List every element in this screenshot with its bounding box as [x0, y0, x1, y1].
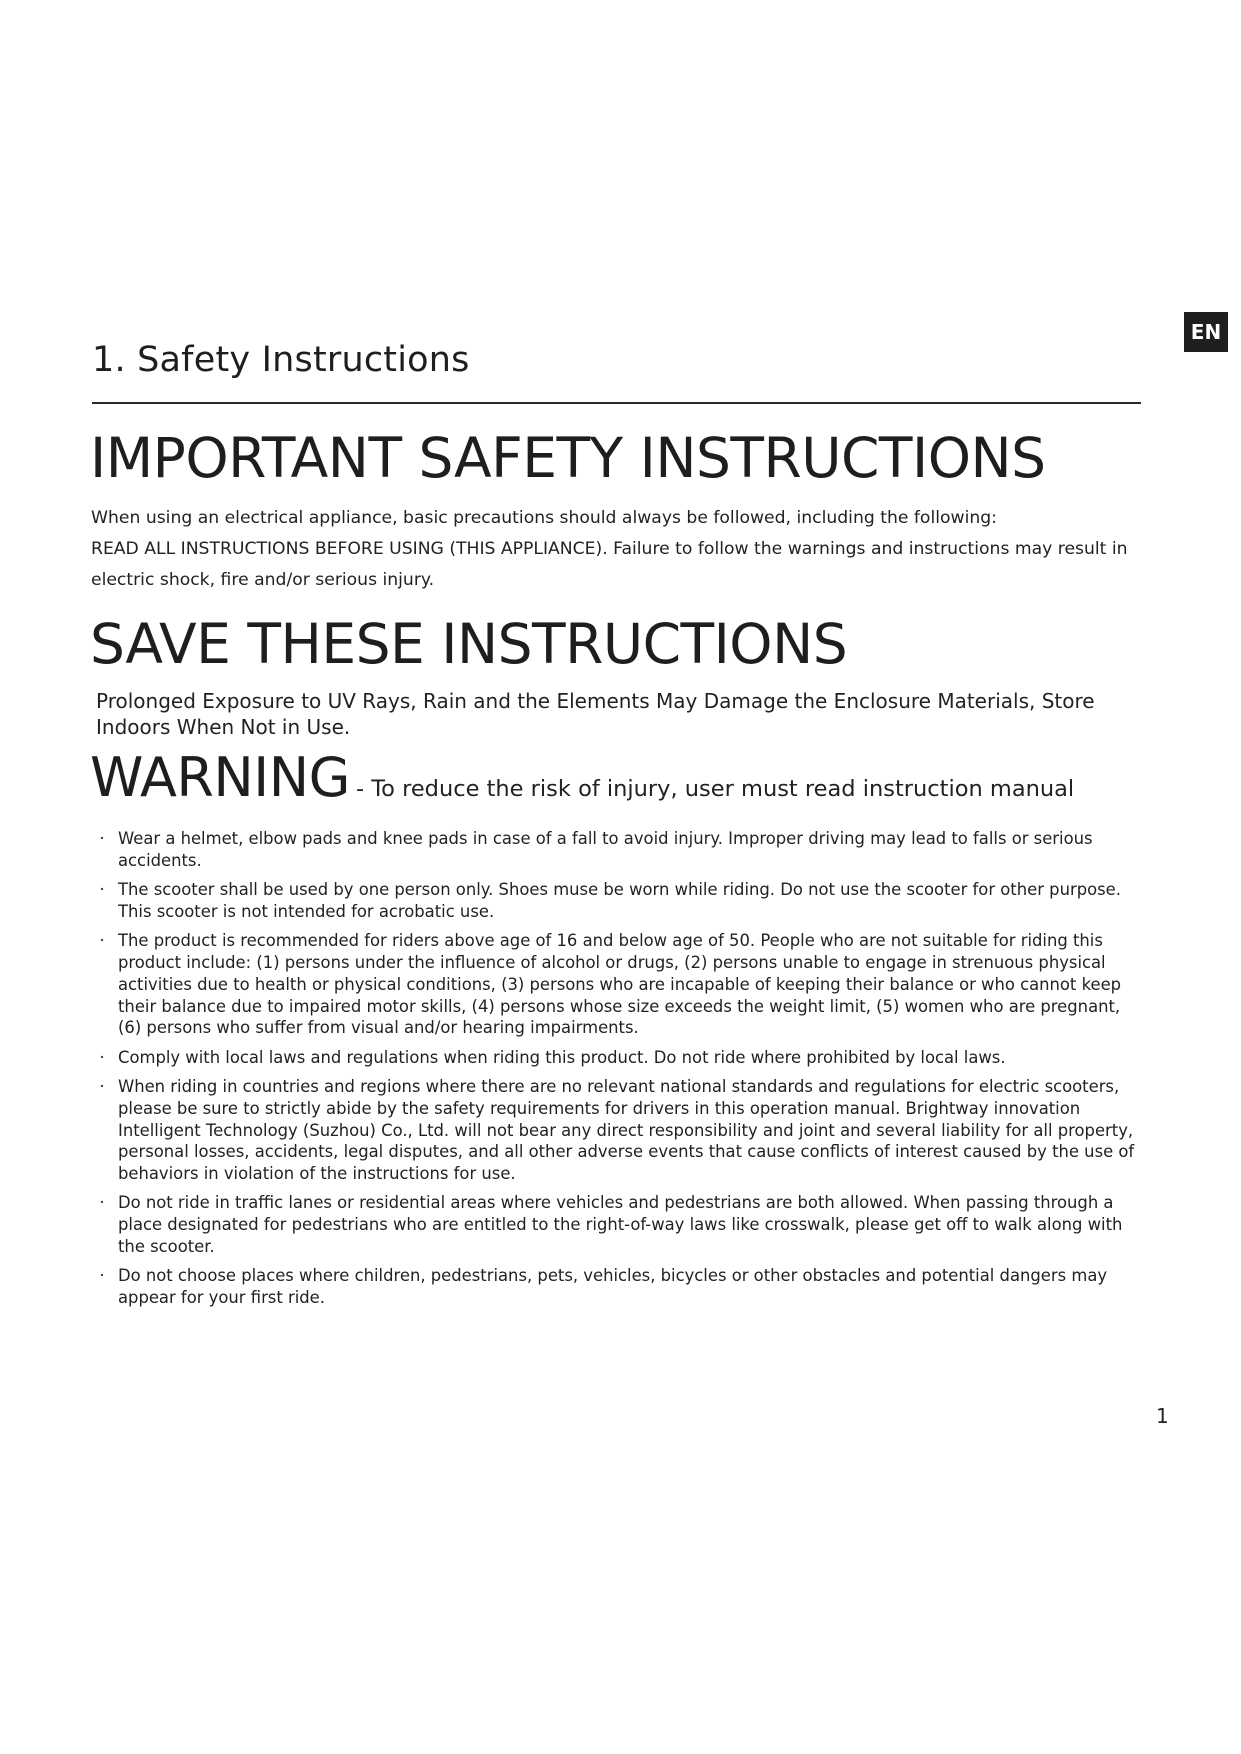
intro-line-2: READ ALL INSTRUCTIONS BEFORE USING (THIS APPLIANCE). Failure to follow the warnings and instructions may result in [91, 539, 1128, 559]
list-item [96, 879, 1146, 923]
warning-line [90, 746, 1074, 809]
section-divider [92, 402, 1141, 404]
uv-exposure-notice: Prolonged Exposure to UV Rays, Rain and the Elements May Damage the Enclosure Materials, Store Indoors When Not in Use. [96, 689, 1095, 739]
bullet-dot-icon: · [99, 931, 105, 951]
list-item [96, 1192, 1146, 1257]
bullet-text: Do not choose places where children, pedestrians, pets, vehicles, bicycles or other obstacles and potential dangers may appear for your first ride. [118, 1266, 1108, 1308]
bullet-text: When riding in countries and regions where there are no relevant national standards and regulations for electric scooters, please be sure to strictly abide by the safety requirements for drivers in this operation manual. Brightway innovation Intelligent Technology (Suzhou) Co., Ltd. will not bear any direct responsibility and joint and several liability for all property, personal losses, accidents, legal disputes, and all other adverse events that cause conflicts of interest caused by the use of behaviors in violation of the instructions for use. [118, 1076, 1135, 1184]
bullet-dot-icon: · [99, 1076, 105, 1096]
bullet-dot-icon: · [99, 880, 105, 900]
safety-bullet-list [96, 828, 1146, 1316]
warning-text: - To reduce the risk of injury, user must read instruction manual [355, 776, 1075, 802]
list-item [96, 828, 1146, 872]
bullet-dot-icon: · [99, 829, 105, 848]
intro-line-1: When using an electrical appliance, basic precautions should always be followed, including the following: [91, 508, 997, 528]
language-tab: EN [1184, 312, 1228, 352]
bullet-text: Wear a helmet, elbow pads and knee pads in case of a fall to avoid injury. Improper driving may lead to falls or serious accidents. [118, 829, 1093, 870]
bullet-dot-icon: · [99, 1047, 105, 1067]
list-item [96, 930, 1146, 1039]
bullet-text: Do not ride in traffic lanes or residential areas where vehicles and pedestrians are both allowed. When passing through a place designated for pedestrians who are entitled to the right-of-way laws like crosswalk, please get off to walk along with the scooter. [118, 1193, 1123, 1257]
page-number: 1 [1156, 1404, 1169, 1428]
section-title: 1. Safety Instructions [92, 340, 470, 380]
warning-word: WARNING [90, 746, 350, 809]
list-item [96, 1265, 1146, 1309]
bullet-text: Comply with local laws and regulations when riding this product. Do not ride where prohibited by local laws. [118, 1047, 1006, 1067]
important-safety-heading: IMPORTANT SAFETY INSTRUCTIONS [90, 426, 1046, 490]
bullet-dot-icon: · [99, 1193, 105, 1213]
intro-line-3: electric shock, fire and/or serious injury. [91, 570, 435, 590]
list-item [96, 1076, 1146, 1185]
list-item [96, 1047, 1146, 1069]
bullet-dot-icon: · [99, 1266, 105, 1286]
bullet-text: The product is recommended for riders above age of 16 and below age of 50. People who are not suitable for riding this product include: (1) persons under the influence of alcohol or drugs, (2) persons unable to engage in strenuous physical activities due to health or physical conditions, (3) persons who are incapable of keeping their balance or who cannot keep their balance due to impaired motor skills, (4) persons whose size exceeds the weight limit, (5) women who are pregnant, (6) persons who suffer from visual and/or hearing impairments. [118, 931, 1122, 1038]
bullet-text: The scooter shall be used by one person only. Shoes muse be worn while riding. Do not use the scooter for other purpose. This scooter is not intended for acrobatic use. [118, 880, 1121, 921]
save-instructions-heading: SAVE THESE INSTRUCTIONS [90, 612, 848, 676]
